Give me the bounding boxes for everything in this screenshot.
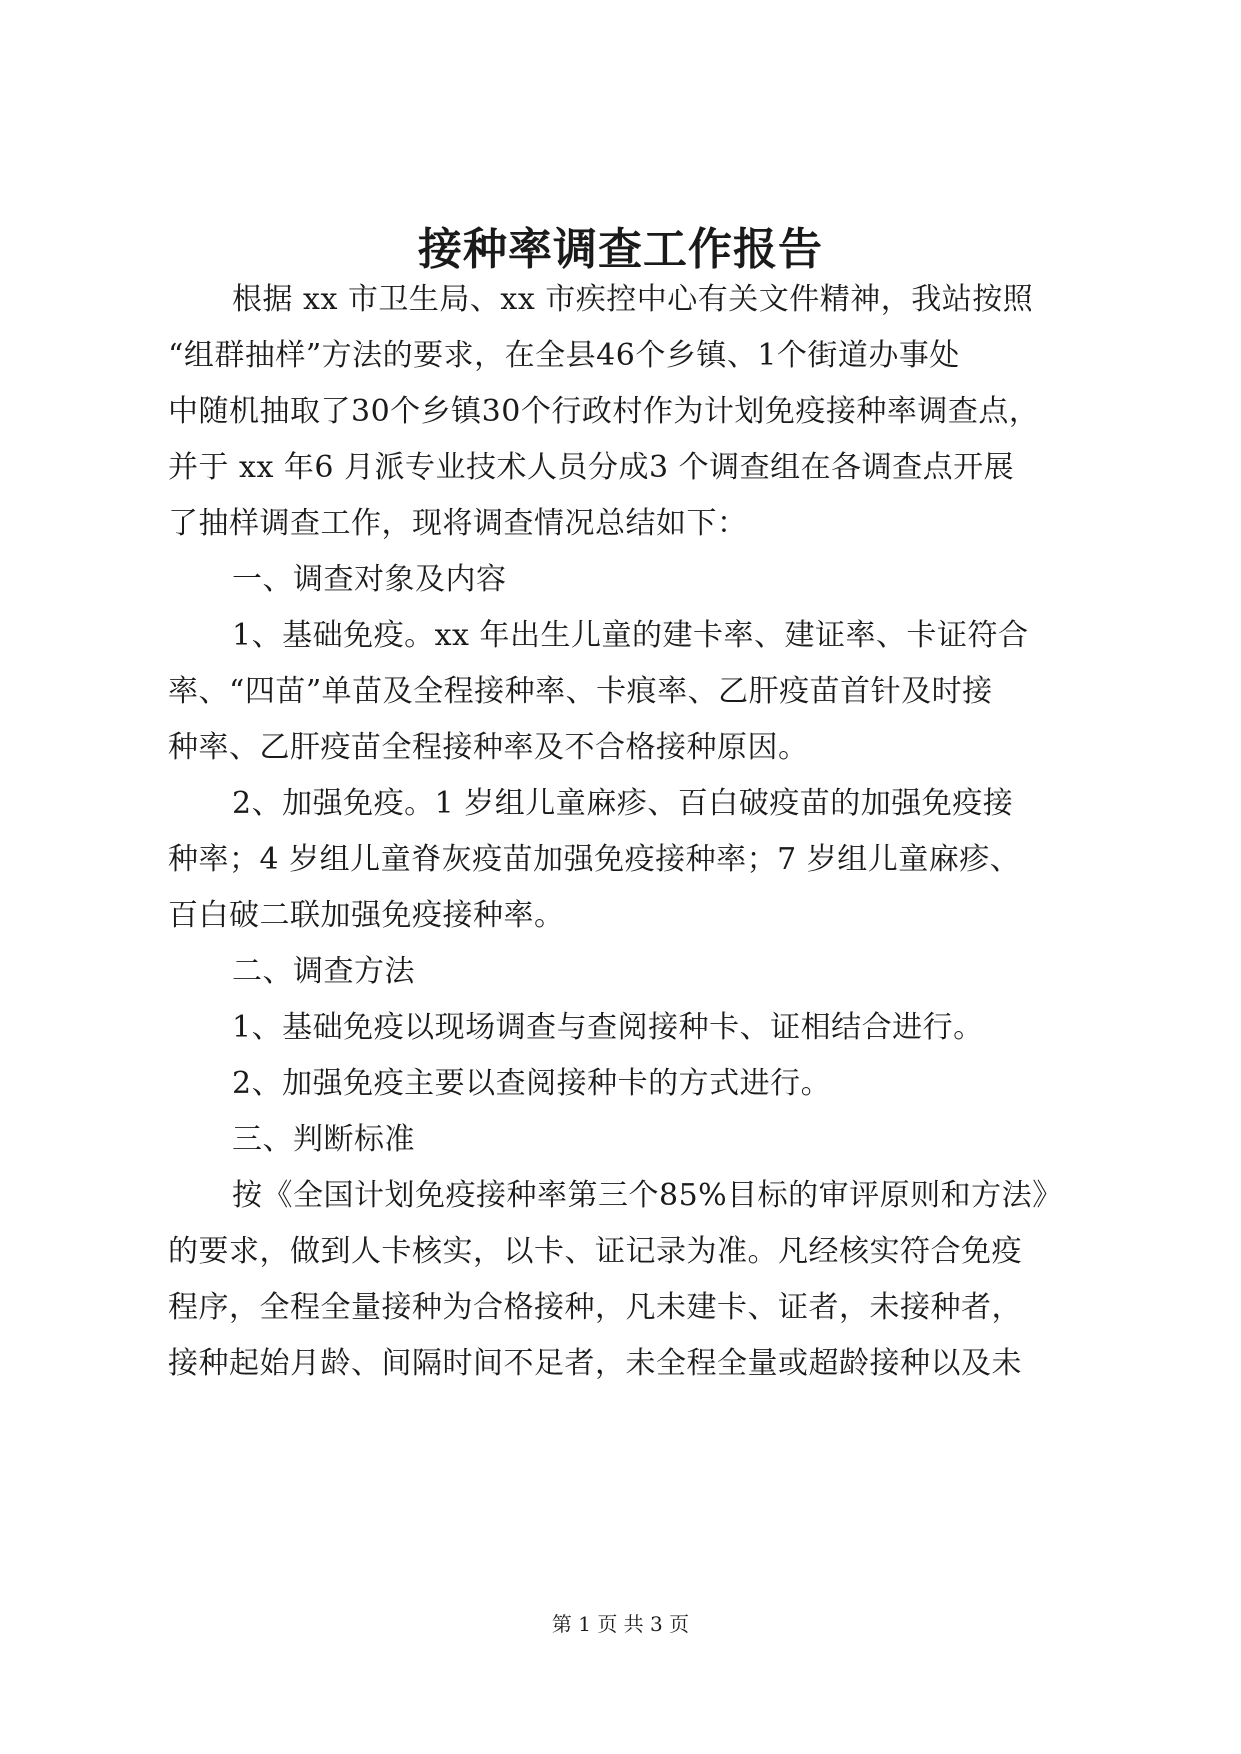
paragraph-line: 并于 xx 年6 月派专业技术人员分成3 个调查组在各调查点开展 [168, 450, 1015, 485]
document-title: 接种率调查工作报告 [418, 224, 823, 275]
section-heading: 一、调查对象及内容 [232, 562, 507, 597]
paragraph-line: 的要求，做到人卡核实，以卡、证记录为准。凡经核实符合免疫 [168, 1234, 1022, 1269]
paragraph-line: “组群抽样”方法的要求，在全县46个乡镇、1个街道办事处 [168, 338, 960, 373]
paragraph-line: 率、“四苗”单苗及全程接种率、卡痕率、乙肝疫苗首针及时接 [168, 674, 993, 709]
paragraph-line: 接种起始月龄、间隔时间不足者，未全程全量或超龄接种以及未 [168, 1346, 1022, 1381]
paragraph-line: 中随机抽取了30个乡镇30个行政村作为计划免疫接种率调查点， [168, 394, 1040, 429]
paragraph-line: 程序，全程全量接种为合格接种，凡未建卡、证者，未接种者， [168, 1290, 1022, 1325]
paragraph-line: 百白破二联加强免疫接种率。 [168, 898, 565, 933]
paragraph-line: 2、加强免疫主要以查阅接种卡的方式进行。 [232, 1066, 832, 1101]
page-footer: 第 1 页 共 3 页 [551, 1612, 690, 1636]
paragraph-line: 1、基础免疫以现场调查与查阅接种卡、证相结合进行。 [232, 1010, 984, 1045]
paragraph-line: 种率、乙肝疫苗全程接种率及不合格接种原因。 [168, 730, 809, 765]
section-heading: 二、调查方法 [232, 954, 415, 989]
paragraph-line: 2、加强免疫。1 岁组儿童麻疹、百白破疫苗的加强免疫接 [232, 786, 1014, 821]
section-heading: 三、判断标准 [232, 1122, 415, 1157]
paragraph-line: 根据 xx 市卫生局、xx 市疾控中心有关文件精神，我站按照 [232, 282, 1034, 317]
paragraph-line: 按《全国计划免疫接种率第三个85%目标的审评原则和方法》 [232, 1178, 1063, 1213]
paragraph-line: 种率；4 岁组儿童脊灰疫苗加强免疫接种率；7 岁组儿童麻疹、 [168, 842, 1021, 877]
paragraph-line: 了抽样调查工作，现将调查情况总结如下： [168, 506, 748, 541]
paragraph-line: 1、基础免疫。xx 年出生儿童的建卡率、建证率、卡证符合 [232, 618, 1029, 653]
